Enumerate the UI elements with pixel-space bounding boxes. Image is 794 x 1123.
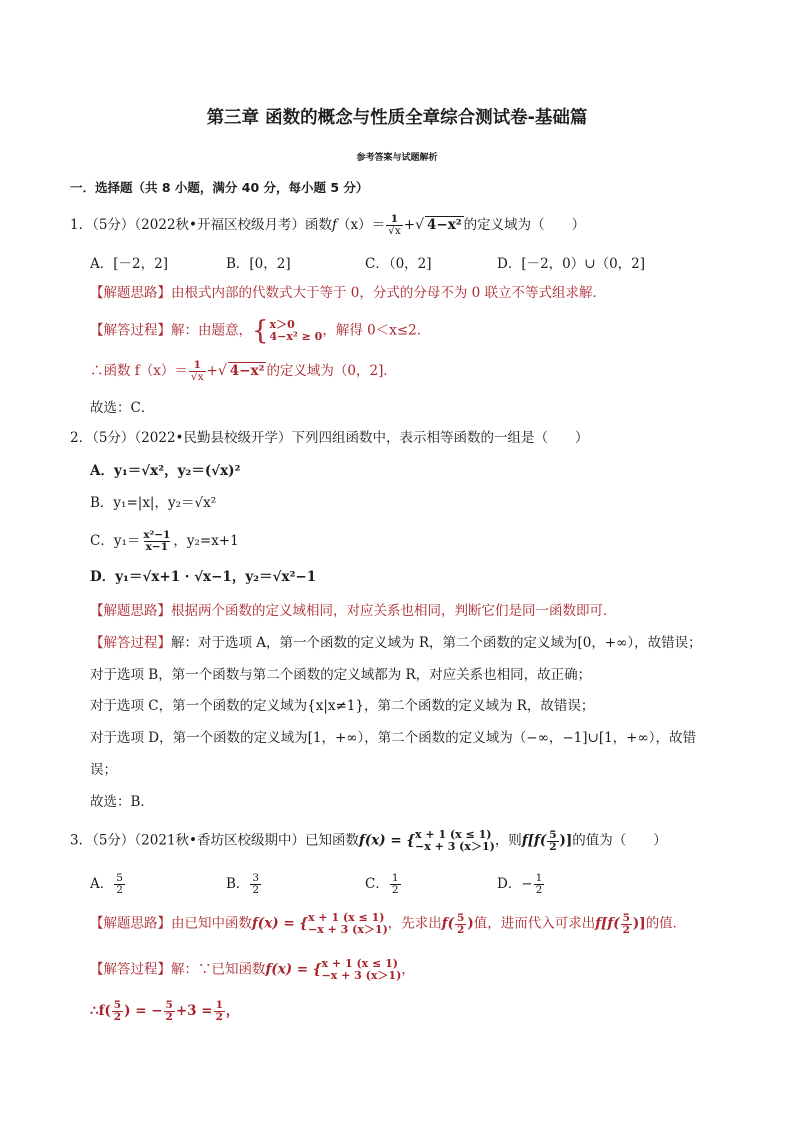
idea-text: 由根式内部的代数式大于等于 0，分式的分母不为 0 联立不等式组求解． [171,285,607,301]
idea-text: 根据两个函数的定义域相同，对应关系也相同，判断它们是同一函数即可． [171,603,617,619]
q2-process-4: 对于选项 D，第一个函数的定义域为[1，+∞），第二个函数的定义域为（−∞，−1]∪[1，+∞），故错 [90,730,696,746]
q2-process-3: 对于选项 C，第一个函数的定义域为{x|x≠1}，第二个函数的定义域为 R，故错误； [90,698,595,714]
stem-text: （5分）（2021秋•香坊区校级期中）已知函数 [92,832,360,849]
q2-answer: 故选：B． [90,794,154,810]
process-text: 解：由题意， [171,322,252,339]
q2-option-d: D．y₁＝√x+1 · √x−1，y₂＝√x²−1 [90,569,317,585]
q2-option-b: B．y₁=|x|，y₂＝√x² [90,495,217,511]
q1-process [90,318,430,344]
stem-text: （5分）（2022•民勤县校级开学）下列四组函数中，表示相等函数的一组是（ ） [92,430,589,446]
question-number: 1． [70,217,93,233]
fraction: $\frac{1}{√x}$ [190,359,204,383]
math-f: f [332,217,338,233]
q3-computation: ∴f( $\frac{5}{2}$ ) = − $\frac{5}{2}$ +3 = $\frac{1}{2}$ ， [90,999,240,1023]
question-3-stem: 3．（5分）（2021秋•香坊区校级期中）已知函数f(x) = { x + 1 (x ≤ 1) −x + 3 (x＞1) ，则f[f( $\frac{5}{2}$ )]的值为（ ） [70,828,667,853]
math-plus: + [403,217,416,233]
q2-idea [90,601,617,621]
question-2-stem [70,428,589,448]
inequality-system: { x＞0 4−x² ≥ 0 [252,316,323,346]
q2-option-a: A．y₁＝√x²，y₂＝(√x)² [90,463,241,479]
q3-process: 【解答过程】解：∵已知函数f(x) = { x + 1 (x ≤ 1) −x + 3 (x＞1) ， [90,957,415,982]
question-number: 2． [70,430,93,446]
section-heading: 一．选择题（共 8 小题，满分 40 分，每小题 5 分） [70,180,369,195]
process-tag: 【解答过程】 [90,635,171,651]
q1-option-a: A．[－2，2] [90,256,168,272]
fraction: $\frac{1}{√x}$ [388,213,401,237]
question-1-stem [70,214,585,237]
process-tag: 【解答过程】 [90,322,171,339]
math-eq: ＝ [371,217,386,233]
idea-tag: 【解题思路】 [90,285,171,301]
radicand: 4−x² [427,217,462,233]
math-x: （x） [337,217,372,233]
page-title: 第三章 函数的概念与性质全章综合测试卷-基础篇 [206,108,588,128]
q3-idea: 【解题思路】由已知中函数f(x) = { x + 1 (x ≤ 1) −x + 3 (x＞1) ，先求出f( $\frac{5}{2}$ )值，进而代入可求出f[f( $\frac{5}{2}$ )]的值． [90,911,687,936]
q2-process-2: 对于选项 B，第一个函数与第二个函数的定义域都为 R，对应关系也相同，故正确； [90,667,592,683]
idea-tag: 【解题思路】 [90,603,171,619]
q3-option-d: D．− $\frac{1}{2}$ [497,872,543,896]
q1-conclusion: ∴函数 f（x）＝ $\frac{1}{√x}$ +√ 4−x² 的定义域为（0，2]． [90,359,397,383]
process-text: ，解得 0＜x≤2． [322,322,431,339]
idea-tag: 【解题思路】 [90,915,171,932]
piecewise-cases: x + 1 (x ≤ 1) −x + 3 (x＞1) [415,828,495,853]
q1-option-c: C．（0，2] [365,256,432,272]
q1-answer: 故选：C． [90,400,155,416]
fraction: $\frac{\text{x²−1}}{x-1}$ [143,529,171,553]
radical-sign: √ [415,217,424,233]
question-number: 3． [70,832,93,849]
q1-option-d: D．[－2，0）∪（0，2] [497,256,646,272]
q2-option-c: C．y₁＝ $\frac{\text{x²−1}}{x-1}$ ，y₂=x+1 [90,529,239,553]
q3-option-a: A． $\frac{5}{2}$ [90,872,123,896]
stem-text: （5分）（2022秋•开福区校级月考）函数 [92,217,333,233]
q2-process-5: 误； [90,762,117,778]
q2-process-1: 【解答过程】解：对于选项 A，第一个函数的定义域为 R，第二个函数的定义域为[0，+∞），故错误； [90,635,702,651]
stem-text: 的定义域为（ ） [463,217,586,233]
q1-idea [90,283,606,303]
page-subtitle: 参考答案与试题解析 [356,153,438,163]
q3-option-b: B． $\frac{3}{2}$ [226,872,260,896]
conclusion-text: 的定义域为（0，2]． [266,363,397,379]
q1-option-b: B．[0，2] [226,256,291,272]
q3-option-c: C． $\frac{1}{2}$ [365,872,399,896]
conclusion-text: ∴函数 f（x）＝ [90,363,188,379]
process-tag: 【解答过程】 [90,961,171,978]
